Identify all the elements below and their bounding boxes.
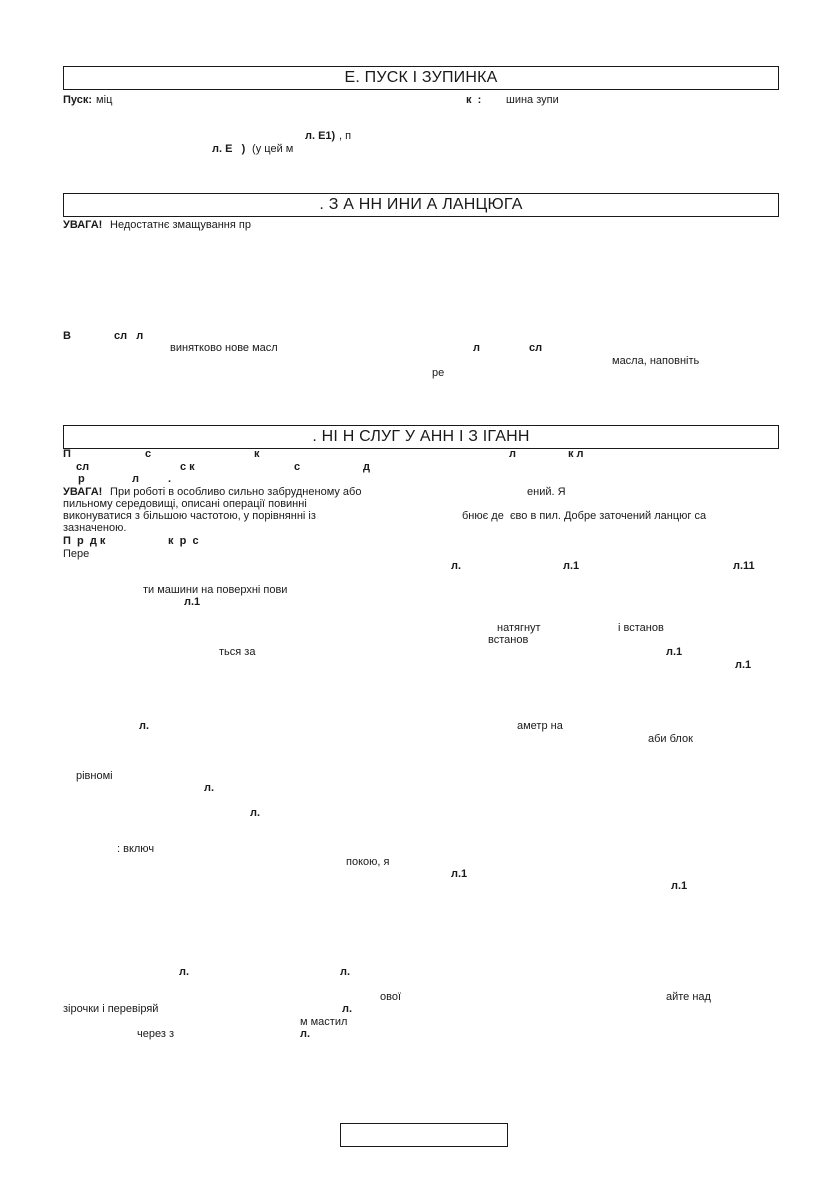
text-fragment: через з [137,1028,174,1040]
warning-text: При роботі в особливо сильно забрудненому або [107,486,362,498]
text-fragment: , п [339,130,352,142]
text-fragment: ової [380,991,402,1003]
text-fragment: В [63,330,71,342]
fig-ref: л. [340,966,351,978]
subheading: П р д к [63,535,106,547]
section-header-chain-lubrication [63,193,779,217]
text-fragment: ений. Я [527,486,566,498]
fig-ref: л. [139,720,150,732]
text-fragment: аметр на [517,720,563,732]
text-fragment: покою, я [346,856,390,868]
fig-ref: л.1 [451,868,468,880]
fig-ref: л.1 [735,659,752,671]
label-stop: к : [466,94,482,106]
fig-ref: л. [204,782,215,794]
text-fragment: к [254,448,260,460]
fig-ref: л. [451,560,462,572]
fig-ref: л. [300,1028,311,1040]
section-header-maintenance [63,425,779,449]
text-fragment: к л [568,448,584,460]
text-fragment: с [145,448,152,460]
text-fragment: сл [76,461,90,473]
text-fragment: д [363,461,370,473]
fig-ref: л. Е1) [305,130,336,142]
fig-ref: л. [179,966,190,978]
text-fragment: ре [432,367,445,379]
section-title: Е. ПУСК І ЗУПИНКА [344,69,498,86]
text-fragment: ться за [219,646,256,658]
text-fragment: л [132,473,139,485]
text-fragment: ти машини на поверхні пови [143,584,288,596]
text-fragment: зірочки і перевіряй [63,1003,159,1015]
text-fragment: сл л [114,330,144,342]
fig-ref: л. [250,807,261,819]
label-start: Пуск: [63,94,93,106]
warning-text: Недостатнє змащування пр [107,219,251,231]
text-fragment: бнює де єво в пил. Добре заточений ланцюг са [462,510,707,522]
warning-label: УВАГА! [63,219,103,231]
text-fragment: с [294,461,301,473]
text-stop: шина зупи [506,94,559,106]
text-fragment: встанов [488,634,529,646]
text-fragment: сл [529,342,543,354]
fig-ref: л.11 [733,560,755,572]
warning-text-line: виконуватися з більшою частотою, у порівнянні із [63,510,316,522]
text-fragment: Пере [63,548,90,560]
text-fragment: аби блок [648,733,693,745]
fig-ref: л.1 [671,880,688,892]
section-title: . НІ Н СЛУГ У АНН І З ІГАНН [312,428,530,445]
text-start: міц [93,94,113,106]
text-fragment: айте над [666,991,711,1003]
text-fragment: масла, наповніть [612,355,700,367]
text-fragment: м мастил [300,1016,348,1028]
text-fragment: л [509,448,516,460]
section-header-start-stop [63,66,779,90]
warning-text-line: зазначеною. [63,522,127,534]
page-number-box [340,1123,508,1147]
text-fragment: і встанов [618,622,664,634]
text-fragment: натягнут [497,622,541,634]
text-fragment: л [473,342,480,354]
text-fragment: с к [180,461,195,473]
fig-ref: л.1 [563,560,580,572]
section-title: . З А НН ИНИ А ЛАНЦЮГА [319,196,523,213]
fig-ref: л.1 [184,596,201,608]
text-fragment: рівномі [76,770,113,782]
fig-ref: л. [342,1003,353,1015]
warning-label: УВАГА! [63,486,103,498]
warning-text-line: пильному середовищі, описані операції повинні [63,498,307,510]
text-fragment: винятково нове масл [170,342,278,354]
text-fragment: (у цей м [249,143,294,155]
text-fragment: П [63,448,71,460]
fig-ref: л.1 [666,646,683,658]
text-fragment: : включ [117,843,155,855]
fig-ref: л. Е ) [212,143,246,155]
text-fragment: р [78,473,85,485]
subheading: к р с [168,535,199,547]
text-fragment: . [168,473,172,485]
